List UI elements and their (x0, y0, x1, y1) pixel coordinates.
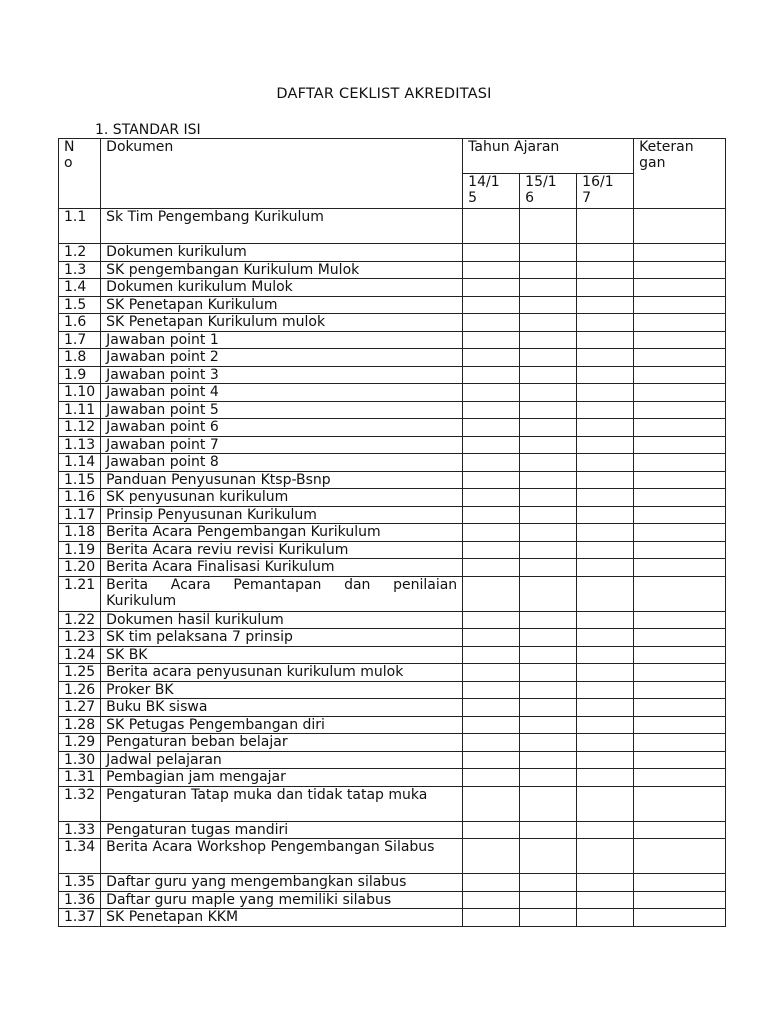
year-1415-cell (463, 279, 520, 297)
row-number: 1.14 (59, 454, 101, 472)
year-1617-cell (577, 384, 634, 402)
row-document: Berita Acara Pemantapan dan penilaian Kurikulum (101, 576, 463, 611)
table-row (59, 524, 726, 542)
row-number: 1.30 (59, 751, 101, 769)
keterangan-cell (634, 314, 726, 332)
year-1516-cell (520, 401, 577, 419)
year-1617-cell (577, 366, 634, 384)
keterangan-cell (634, 209, 726, 244)
year-1617-cell (577, 244, 634, 262)
table-row (59, 279, 726, 297)
table-row (59, 734, 726, 752)
year-1516-cell (520, 576, 577, 611)
year-1415-cell (463, 751, 520, 769)
year-1516-cell (520, 209, 577, 244)
year-1617-cell (577, 664, 634, 682)
row-document: Dokumen kurikulum (101, 244, 463, 262)
row-number: 1.32 (59, 786, 101, 821)
year-1617-cell (577, 261, 634, 279)
row-number: 1.20 (59, 559, 101, 577)
row-number: 1.13 (59, 436, 101, 454)
keterangan-cell (634, 681, 726, 699)
row-document: Pengaturan tugas mandiri (101, 821, 463, 839)
row-document: Dokumen kurikulum Mulok (101, 279, 463, 297)
year-1516-cell (520, 699, 577, 717)
year-1415-cell (463, 891, 520, 909)
year-1415-cell (463, 506, 520, 524)
year-1516-cell (520, 611, 577, 629)
header-dokumen: Dokumen (101, 139, 463, 209)
table-row (59, 611, 726, 629)
keterangan-cell (634, 349, 726, 367)
keterangan-cell (634, 401, 726, 419)
year-1516-cell (520, 716, 577, 734)
header-tahun-ajaran: Tahun Ajaran (463, 139, 634, 174)
year-1617-cell (577, 506, 634, 524)
row-number: 1.9 (59, 366, 101, 384)
table-row (59, 384, 726, 402)
row-document: Berita Acara Pengembangan Kurikulum (101, 524, 463, 542)
row-document: Buku BK siswa (101, 699, 463, 717)
year-1617-cell (577, 279, 634, 297)
keterangan-cell (634, 821, 726, 839)
row-document: Jawaban point 3 (101, 366, 463, 384)
year-1516-cell (520, 629, 577, 647)
year-1516-cell (520, 419, 577, 437)
table-row (59, 629, 726, 647)
row-number: 1.3 (59, 261, 101, 279)
table-row (59, 366, 726, 384)
keterangan-cell (634, 261, 726, 279)
row-number: 1.34 (59, 839, 101, 874)
table-row (59, 401, 726, 419)
keterangan-cell (634, 541, 726, 559)
year-1617-cell (577, 681, 634, 699)
table-row (59, 839, 726, 874)
row-number: 1.11 (59, 401, 101, 419)
keterangan-cell (634, 629, 726, 647)
year-1516-cell (520, 454, 577, 472)
year-1516-cell (520, 821, 577, 839)
year-1415-cell (463, 366, 520, 384)
year-1617-cell (577, 401, 634, 419)
table-row (59, 891, 726, 909)
table-row (59, 646, 726, 664)
table-row (59, 331, 726, 349)
table-row (59, 559, 726, 577)
row-number: 1.6 (59, 314, 101, 332)
year-1516-cell (520, 296, 577, 314)
row-document: Jawaban point 8 (101, 454, 463, 472)
year-1516-cell (520, 874, 577, 892)
year-1415-cell (463, 524, 520, 542)
row-document: Pembagian jam mengajar (101, 769, 463, 787)
row-number: 1.24 (59, 646, 101, 664)
table-row (59, 874, 726, 892)
table-row (59, 349, 726, 367)
row-document: SK pengembangan Kurikulum Mulok (101, 261, 463, 279)
table-row (59, 209, 726, 244)
year-1516-cell (520, 384, 577, 402)
row-document: Jawaban point 7 (101, 436, 463, 454)
year-1516-cell (520, 506, 577, 524)
keterangan-cell (634, 646, 726, 664)
year-1516-cell (520, 349, 577, 367)
year-1617-cell (577, 489, 634, 507)
row-document: Berita Acara Workshop Pengembangan Silabus (101, 839, 463, 874)
year-1617-cell (577, 296, 634, 314)
year-1617-cell (577, 524, 634, 542)
year-1415-cell (463, 384, 520, 402)
year-1415-cell (463, 296, 520, 314)
keterangan-cell (634, 436, 726, 454)
keterangan-cell (634, 751, 726, 769)
year-1415-cell (463, 349, 520, 367)
keterangan-cell (634, 786, 726, 821)
row-document: Berita Acara Finalisasi Kurikulum (101, 559, 463, 577)
table-row (59, 244, 726, 262)
header-keterangan: Keteran gan (634, 139, 726, 209)
year-1516-cell (520, 331, 577, 349)
year-1516-cell (520, 524, 577, 542)
year-1617-cell (577, 419, 634, 437)
row-document: Berita acara penyusunan kurikulum mulok (101, 664, 463, 682)
year-1617-cell (577, 821, 634, 839)
row-document: Daftar guru maple yang memiliki silabus (101, 891, 463, 909)
year-1617-cell (577, 909, 634, 927)
row-document: Jawaban point 4 (101, 384, 463, 402)
row-number: 1.10 (59, 384, 101, 402)
keterangan-cell (634, 576, 726, 611)
keterangan-cell (634, 891, 726, 909)
year-1516-cell (520, 244, 577, 262)
year-1415-cell (463, 629, 520, 647)
header-row (59, 139, 726, 174)
table-row (59, 909, 726, 927)
year-1516-cell (520, 681, 577, 699)
row-document: Jawaban point 5 (101, 401, 463, 419)
row-number: 1.4 (59, 279, 101, 297)
table-row (59, 296, 726, 314)
year-1415-cell (463, 541, 520, 559)
row-number: 1.36 (59, 891, 101, 909)
row-number: 1.26 (59, 681, 101, 699)
row-number: 1.7 (59, 331, 101, 349)
year-1415-cell (463, 209, 520, 244)
table-row (59, 489, 726, 507)
year-1617-cell (577, 559, 634, 577)
year-1415-cell (463, 401, 520, 419)
row-number: 1.8 (59, 349, 101, 367)
year-1617-cell (577, 769, 634, 787)
year-1617-cell (577, 874, 634, 892)
year-1617-cell (577, 699, 634, 717)
row-document: SK Petugas Pengembangan diri (101, 716, 463, 734)
year-1415-cell (463, 489, 520, 507)
year-1415-cell (463, 874, 520, 892)
year-1415-cell (463, 681, 520, 699)
table-row (59, 821, 726, 839)
year-1415-cell (463, 314, 520, 332)
year-1617-cell (577, 734, 634, 752)
keterangan-cell (634, 716, 726, 734)
year-1617-cell (577, 541, 634, 559)
year-1415-cell (463, 821, 520, 839)
year-1516-cell (520, 839, 577, 874)
row-number: 1.35 (59, 874, 101, 892)
year-1516-cell (520, 751, 577, 769)
table-row (59, 664, 726, 682)
keterangan-cell (634, 874, 726, 892)
table-row (59, 681, 726, 699)
year-1617-cell (577, 751, 634, 769)
year-1617-cell (577, 436, 634, 454)
keterangan-cell (634, 734, 726, 752)
row-document: Daftar guru yang mengembangkan silabus (101, 874, 463, 892)
row-document: Sk Tim Pengembang Kurikulum (101, 209, 463, 244)
row-number: 1.23 (59, 629, 101, 647)
year-1516-cell (520, 279, 577, 297)
row-document: Dokumen hasil kurikulum (101, 611, 463, 629)
checklist-table (58, 138, 726, 927)
row-number: 1.2 (59, 244, 101, 262)
keterangan-cell (634, 524, 726, 542)
row-number: 1.16 (59, 489, 101, 507)
year-1617-cell (577, 891, 634, 909)
year-1516-cell (520, 489, 577, 507)
header-year-1516: 15/1 6 (520, 174, 577, 209)
keterangan-cell (634, 664, 726, 682)
row-number: 1.15 (59, 471, 101, 489)
keterangan-cell (634, 454, 726, 472)
table-row (59, 769, 726, 787)
row-number: 1.29 (59, 734, 101, 752)
table-row (59, 786, 726, 821)
keterangan-cell (634, 489, 726, 507)
year-1617-cell (577, 629, 634, 647)
table-row (59, 454, 726, 472)
section-heading: 1. STANDAR ISI (95, 122, 201, 138)
keterangan-cell (634, 244, 726, 262)
keterangan-cell (634, 559, 726, 577)
year-1516-cell (520, 891, 577, 909)
table-row (59, 436, 726, 454)
year-1415-cell (463, 559, 520, 577)
row-number: 1.19 (59, 541, 101, 559)
year-1516-cell (520, 436, 577, 454)
year-1516-cell (520, 664, 577, 682)
table-row (59, 751, 726, 769)
row-number: 1.31 (59, 769, 101, 787)
year-1617-cell (577, 331, 634, 349)
year-1415-cell (463, 576, 520, 611)
row-number: 1.17 (59, 506, 101, 524)
year-1415-cell (463, 716, 520, 734)
keterangan-cell (634, 296, 726, 314)
header-no: N o (59, 139, 101, 209)
year-1516-cell (520, 541, 577, 559)
year-1516-cell (520, 769, 577, 787)
year-1516-cell (520, 909, 577, 927)
row-document: SK Penetapan KKM (101, 909, 463, 927)
year-1415-cell (463, 331, 520, 349)
year-1617-cell (577, 209, 634, 244)
table-row (59, 261, 726, 279)
keterangan-cell (634, 506, 726, 524)
document-title: DAFTAR CEKLIST AKREDITASI (276, 86, 492, 102)
year-1516-cell (520, 646, 577, 664)
row-number: 1.12 (59, 419, 101, 437)
year-1617-cell (577, 471, 634, 489)
row-document: SK tim pelaksana 7 prinsip (101, 629, 463, 647)
table-row (59, 576, 726, 611)
table-row (59, 541, 726, 559)
year-1617-cell (577, 314, 634, 332)
row-number: 1.22 (59, 611, 101, 629)
year-1415-cell (463, 261, 520, 279)
year-1415-cell (463, 646, 520, 664)
year-1415-cell (463, 454, 520, 472)
row-document: SK Penetapan Kurikulum mulok (101, 314, 463, 332)
keterangan-cell (634, 384, 726, 402)
year-1415-cell (463, 786, 520, 821)
keterangan-cell (634, 366, 726, 384)
year-1415-cell (463, 419, 520, 437)
table-row (59, 716, 726, 734)
checklist-table-body (59, 139, 726, 927)
year-1617-cell (577, 611, 634, 629)
header-year-1617: 16/1 7 (577, 174, 634, 209)
year-1516-cell (520, 559, 577, 577)
row-number: 1.18 (59, 524, 101, 542)
table-row (59, 699, 726, 717)
year-1415-cell (463, 769, 520, 787)
row-number: 1.25 (59, 664, 101, 682)
row-document: Panduan Penyusunan Ktsp-Bsnp (101, 471, 463, 489)
row-number: 1.37 (59, 909, 101, 927)
table-row (59, 419, 726, 437)
year-1415-cell (463, 664, 520, 682)
row-document: Jawaban point 6 (101, 419, 463, 437)
year-1617-cell (577, 786, 634, 821)
year-1415-cell (463, 909, 520, 927)
table-row (59, 471, 726, 489)
year-1617-cell (577, 839, 634, 874)
row-document: SK BK (101, 646, 463, 664)
keterangan-cell (634, 419, 726, 437)
row-number: 1.1 (59, 209, 101, 244)
year-1617-cell (577, 716, 634, 734)
row-document: Proker BK (101, 681, 463, 699)
year-1617-cell (577, 454, 634, 472)
year-1415-cell (463, 734, 520, 752)
year-1415-cell (463, 699, 520, 717)
year-1617-cell (577, 349, 634, 367)
year-1516-cell (520, 314, 577, 332)
row-document: Prinsip Penyusunan Kurikulum (101, 506, 463, 524)
row-document: Berita Acara reviu revisi Kurikulum (101, 541, 463, 559)
year-1617-cell (577, 646, 634, 664)
keterangan-cell (634, 331, 726, 349)
row-number: 1.5 (59, 296, 101, 314)
table-row (59, 506, 726, 524)
keterangan-cell (634, 909, 726, 927)
row-number: 1.21 (59, 576, 101, 611)
year-1516-cell (520, 471, 577, 489)
header-year-1415: 14/1 5 (463, 174, 520, 209)
keterangan-cell (634, 471, 726, 489)
year-1415-cell (463, 611, 520, 629)
row-document: Pengaturan beban belajar (101, 734, 463, 752)
year-1516-cell (520, 366, 577, 384)
row-document: SK penyusunan kurikulum (101, 489, 463, 507)
row-document: Pengaturan Tatap muka dan tidak tatap muka (101, 786, 463, 821)
year-1617-cell (577, 576, 634, 611)
keterangan-cell (634, 769, 726, 787)
keterangan-cell (634, 611, 726, 629)
keterangan-cell (634, 279, 726, 297)
year-1415-cell (463, 436, 520, 454)
row-number: 1.27 (59, 699, 101, 717)
year-1415-cell (463, 244, 520, 262)
row-document: SK Penetapan Kurikulum (101, 296, 463, 314)
year-1415-cell (463, 839, 520, 874)
keterangan-cell (634, 839, 726, 874)
keterangan-cell (634, 699, 726, 717)
year-1516-cell (520, 261, 577, 279)
year-1516-cell (520, 734, 577, 752)
year-1415-cell (463, 471, 520, 489)
row-document: Jadwal pelajaran (101, 751, 463, 769)
table-row (59, 314, 726, 332)
year-1516-cell (520, 786, 577, 821)
row-number: 1.33 (59, 821, 101, 839)
row-number: 1.28 (59, 716, 101, 734)
row-document: Jawaban point 2 (101, 349, 463, 367)
row-document: Jawaban point 1 (101, 331, 463, 349)
